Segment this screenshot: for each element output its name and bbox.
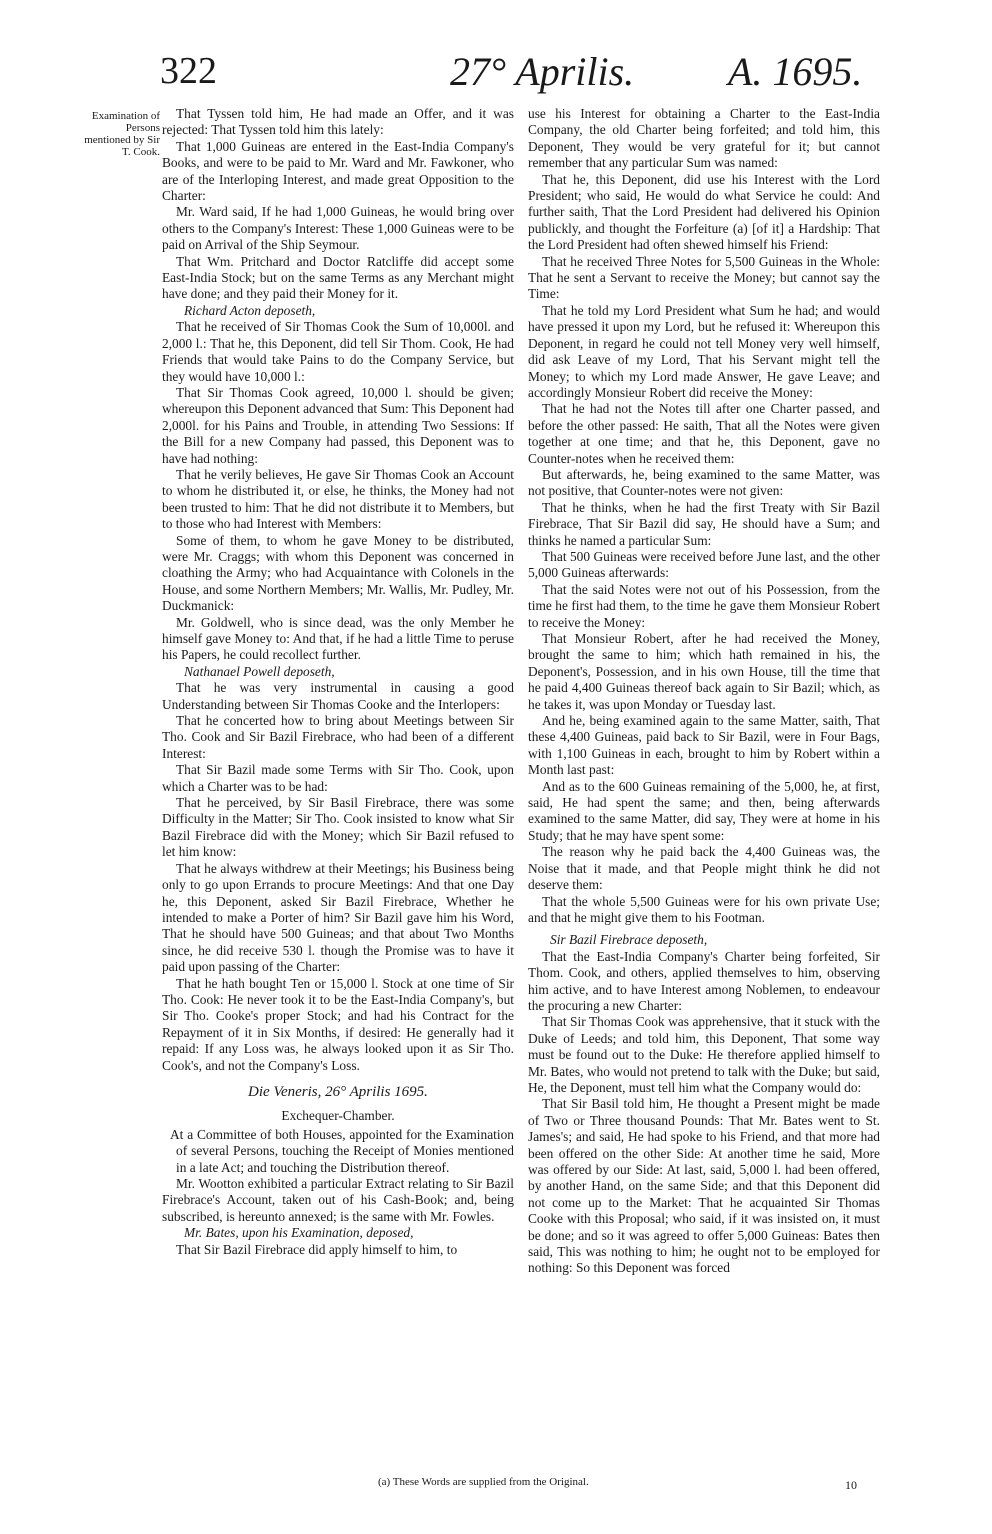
footnote: (a) These Words are supplied from the Original.: [378, 1476, 589, 1488]
paragraph: That he verily believes, He gave Sir Thomas Cook an Account to whom he distributed it, or else, he thinks, the Money had not been trusted to him: That he did not distribute it to Members, but to those who had Interest with Members:: [162, 466, 514, 532]
paragraph: The reason why he paid back the 4,400 Guineas was, the Noise that it made, and that People might think he did not deserve them:: [528, 844, 880, 893]
paragraph: That he concerted how to bring about Meetings between Sir Tho. Cook and Sir Bazil Firebrace, who had been of a different Interest:: [162, 713, 514, 761]
paragraph: That he, this Deponent, did use his Interest with the Lord President; who said, He would do what Service he could: And further saith, That the Lord President had delivered his Opinion publickly, and thought the Forfeiture (a) [of it] a Hardship: That the Lord President had often shewed himself his Friend:: [528, 171, 880, 253]
paragraph: That the East-India Company's Charter being forfeited, Sir Thom. Cook, and others, applied themselves to him, observing him active, and to have Interest among Noblemen, to endeavour the procuring a new Charter:: [528, 948, 880, 1013]
page-date-heading: 27° Aprilis.: [450, 49, 635, 94]
page-year-heading: A. 1695.: [728, 49, 863, 94]
paragraph: That Monsieur Robert, after he had received the Money, brought the same to him; which hath remained in his, the Deponent's, Possession, and in his own House, till the time that he paid 4,400 Guineas thereof back again to Sir Bazil; which, as he takes it, was upon Monday or Tuesday last.: [528, 631, 880, 712]
paragraph: And he, being examined again to the same Matter, saith, That these 4,400 Guineas, paid back to Sir Bazil, were in Four Bags, with 1,100 Guineas in each, brought to him by Robert within a Month last past:: [528, 713, 880, 778]
right-column: [528, 106, 880, 1277]
page-number: 322: [160, 50, 217, 92]
paragraph: That he received of Sir Thomas Cook the Sum of 10,000l. and 2,000 l.: That he, this Deponent, did tell Sir Thom. Cook, He had Friends that would take Pains to do the Company Service, but they would have 10,000 l.:: [162, 319, 514, 384]
deponent-heading: Richard Acton deposeth,: [184, 302, 316, 318]
deponent-heading: Mr. Bates, upon his Examination, deposed,: [184, 1225, 414, 1241]
paragraph: That Wm. Pritchard and Doctor Ratcliffe did accept some East-India Stock; but on the same Terms as any Merchant might have done; and they paid their Money for it.: [162, 253, 514, 302]
paragraph: That Tyssen told him, He had made an Offer, and it was rejected: That Tyssen told him this lately:: [162, 106, 514, 138]
paragraph: That Sir Thomas Cook agreed, 10,000 l. should be given; whereupon this Deponent advanced that Sum: This Deponent had 2,000l. for his Pains and Trouble, in attending Two Sessions: If the Bill for a new Company had passed, this Deponent was to have had nothing:: [162, 384, 514, 466]
paragraph: That Sir Thomas Cook was apprehensive, that it stuck with the Duke of Leeds; and told him, this Deponent, That some way must be found out to the Duke: He therefore applied himself to Mr. Bates, who would not pretend to talk with the Duke; but said, He, the Deponent, must tell him what the Company would do:: [528, 1014, 880, 1095]
paragraph: That Sir Bazil Firebrace did apply himself to him, to: [176, 1241, 458, 1257]
paragraph: That he perceived, by Sir Basil Firebrace, there was some Difficulty in the Matter; Sir Tho. Cook insisted to know what Sir Bazil Firebrace did with the Money; which Sir Bazil refused to let him know:: [162, 795, 514, 860]
paragraph: That he had not the Notes till after one Charter passed, and before the other passed: He saith, That all the Notes were given together at one time; and that he, this Deponent, gave no Counter-notes when he received them:: [528, 401, 880, 466]
left-column: [162, 106, 514, 1258]
paragraph: And as to the 600 Guineas remaining of the 5,000, he, at first, said, He had spent the same; and then, being afterwards examined to the same Matter, did say, They were at home in his Study; that he may have spent some:: [528, 778, 880, 843]
paragraph: Mr. Ward said, If he had 1,000 Guineas, he would bring over others to the Company's Interest: These 1,000 Guineas were to be paid on Arrival of the Ship Seymour.: [162, 204, 514, 253]
paragraph: Some of them, to whom he gave Money to be distributed, were Mr. Craggs; with whom this Deponent was concerned in cloathing the Army; who had Acquaintance with Colonels in the House, and some Northern Members; Mr. Wallis, Mr. Pudley, Mr. Duckmanick:: [162, 532, 514, 614]
paragraph: That Sir Bazil made some Terms with Sir Tho. Cook, upon which a Charter was to be had:: [162, 762, 514, 794]
paragraph: That 500 Guineas were received before June last, and the other 5,000 Guineas afterwards:: [528, 548, 880, 581]
paragraph: That the whole 5,500 Guineas were for his own private Use; and that he might give them to his Footman.: [528, 893, 880, 925]
paragraph: That he told my Lord President what Sum he had; and would have pressed it upon my Lord, but he refused it: Whereupon this Deponent, in regard he could not tell Money very well himself, did ask Leave of my Lord, That his Servant might tell the Money; to which my Lord made Answer, He gave Leave; and accordingly Monsieur Robert did receive the Money:: [528, 302, 880, 400]
paragraph: Mr. Wootton exhibited a particular Extract relating to Sir Bazil Firebrace's Account, taken out of his Cash-Book; and, being subscribed, is hereunto annexed; is the same with Mr. Fowles.: [162, 1176, 514, 1224]
paragraph: That Sir Basil told him, He thought a Present might be made of Two or Three thousand Pounds: That Mr. Bates went to St. James's; and said, He had spoke to his Friend, and that more had been offered on the other Side: At another time he said, More was offered by our Side: At last, said, 5,000 l. had been offered, by another Hand, on the same Side; and that this Deponent did not come up to the Market: That he acquainted Sir Thomas Cooke with this Proposal; who said, if it was insisted on, it must be done; and so it was agreed to offer 5,000 Guineas: Bates then said, This was nothing to him; he ought not to be employed for nothing: So this Deponent was forced: [528, 1096, 880, 1276]
paragraph: But afterwards, he, being examined to the same Matter, was not positive, that Counter-notes were not given:: [528, 466, 880, 499]
paragraph: That he hath bought Ten or 15,000 l. Stock at one time of Sir Tho. Cook: He never took it to be the East-India Company's, but Sir Tho. Cooke's proper Stock; and had his Contract for the Repayment of it in Six Months, if desired: He generally had it repaid: If any Loss was, he always looked upon it as Sir Tho. Cook's, and not the Company's Loss.: [162, 975, 514, 1073]
paragraph: That he thinks, when he had the first Treaty with Sir Bazil Firebrace, That Sir Bazil did say, He should have a Sum; and thinks he named a particular Sum:: [528, 499, 880, 548]
paragraph: That 1,000 Guineas are entered in the East-India Company's Books, and were to be paid to Mr. Ward and Mr. Fawkoner, who are of the Interloping Interest, and made great Opposition to the Charter:: [162, 138, 514, 204]
paragraph: use his Interest for obtaining a Charter to the East-India Company, the old Charter being forfeited; and told him, this Deponent, They would be very grateful for it; but cannot remember that any particular Sum was named:: [528, 106, 880, 171]
deponent-heading: Sir Bazil Firebrace deposeth,: [550, 932, 708, 948]
paragraph: That he was very instrumental in causing a good Understanding between Sir Thomas Cooke and the Interlopers:: [162, 680, 514, 712]
paragraph: Mr. Goldwell, who is since dead, was the only Member he himself gave Money to: And that, if he had a little Time to peruse his Papers, he could recollect further.: [162, 614, 514, 663]
committee-note: At a Committee of both Houses, appointed for the Examination of several Persons, touching the Receipt of Monies mentioned in a late Act; and touching the Distribution thereof.: [170, 1126, 514, 1175]
session-place: Exchequer-Chamber.: [281, 1108, 395, 1124]
catchword: 10: [845, 1478, 857, 1492]
paragraph: That he always withdrew at their Meetings; his Business being only to go upon Errands to procure Meetings: And that one Day he, this Deponent, asked Sir Bazil Firebrace, Whether he intended to make a Porter of him? Sir Bazil gave him his Word, That he should have 500 Guineas; and that about Two Months since, he did receive 530 l. though the Promise was to have it paid upon passing of the Charter:: [162, 860, 514, 975]
session-heading: Die Veneris, 26° Aprilis 1695.: [248, 1083, 428, 1100]
paragraph: That he received Three Notes for 5,500 Guineas in the Whole: That he sent a Servant to receive the Money; but cannot say the Time:: [528, 253, 880, 302]
margin-note: Examination of Persons mentioned by Sir T. Cook.: [84, 110, 160, 158]
paragraph: That the said Notes were not out of his Possession, from the time he first had them, to the time he gave them Monsieur Robert to receive the Money:: [528, 581, 880, 630]
deponent-heading: Nathanael Powell deposeth,: [184, 663, 335, 679]
